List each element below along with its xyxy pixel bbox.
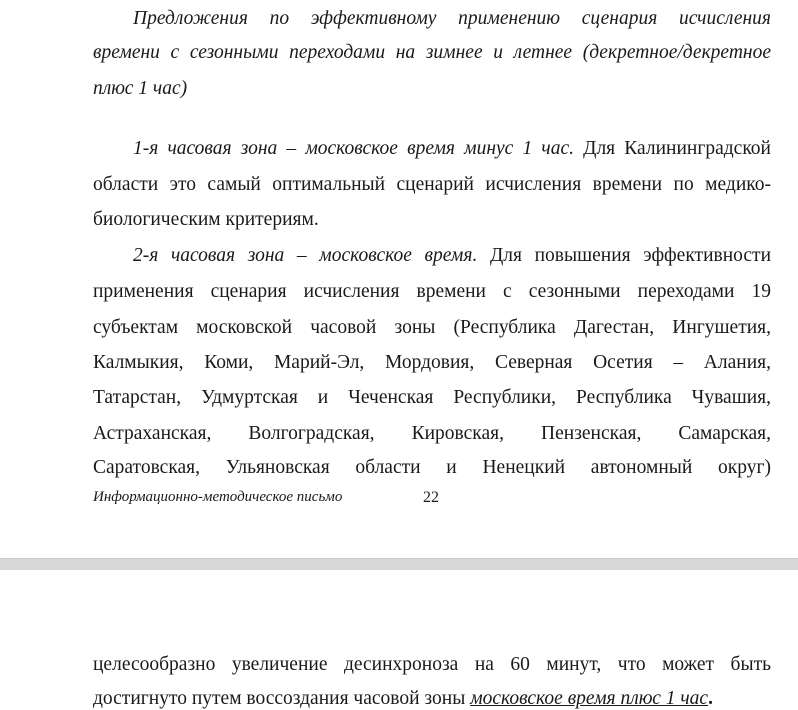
zone2-line-7: Саратовская, Ульяновская области и Ненецкий автономный округ): [93, 457, 771, 478]
heading-line-2: времени с сезонными переходами на зимнее и летнее (декретное/декретное: [93, 42, 771, 63]
zone2-line-1: [133, 245, 771, 267]
zone1-line-2: области это самый оптимальный сценарий исчисления времени по медико-: [93, 174, 771, 195]
zone2-line-4: Калмыкия, Коми, Марий-Эл, Мордовия, Северная Осетия – Алания,: [93, 352, 771, 373]
zone1-line-1: [133, 138, 771, 160]
zone2-line-5: Татарстан, Удмуртская и Чеченская Республики, Республика Чувашия,: [93, 387, 771, 408]
heading-line-1: Предложения по эффективному применению сценария исчисления: [133, 8, 771, 29]
period: .: [708, 688, 713, 709]
zone-name-underlined: московское время плюс 1 час: [470, 688, 709, 709]
document-page-23: [0, 570, 798, 707]
continuation-text: достигнуто путем воссоздания часовой зоны: [93, 688, 471, 709]
zone2-line-3: субъектам московской часовой зоны (Республика Дагестан, Ингушетия,: [93, 317, 771, 338]
zone2-title: 2-я часовая зона – московское время.: [133, 245, 478, 266]
zone1-text: Для Калининградской: [573, 138, 771, 159]
page-number: 22: [423, 489, 439, 506]
zone2-text: Для повышения эффективности: [477, 245, 771, 266]
footer-doc-type: Информационно-методическое письмо: [93, 489, 343, 505]
zone1-title: 1-я часовая зона – московское время минус 1 час.: [133, 138, 574, 159]
heading-line-3: плюс 1 час): [93, 78, 188, 99]
zone2-line-6: Астраханская, Волгоградская, Кировская, Пензенская, Самарская,: [93, 423, 771, 444]
zone2-line-2: применения сценария исчисления времени с сезонными переходами 19: [93, 281, 771, 302]
continuation-line-1: целесообразно увеличение десинхроноза на 60 минут, что может быть: [93, 654, 771, 675]
zone1-line-3: биологическим критериям.: [93, 209, 319, 230]
